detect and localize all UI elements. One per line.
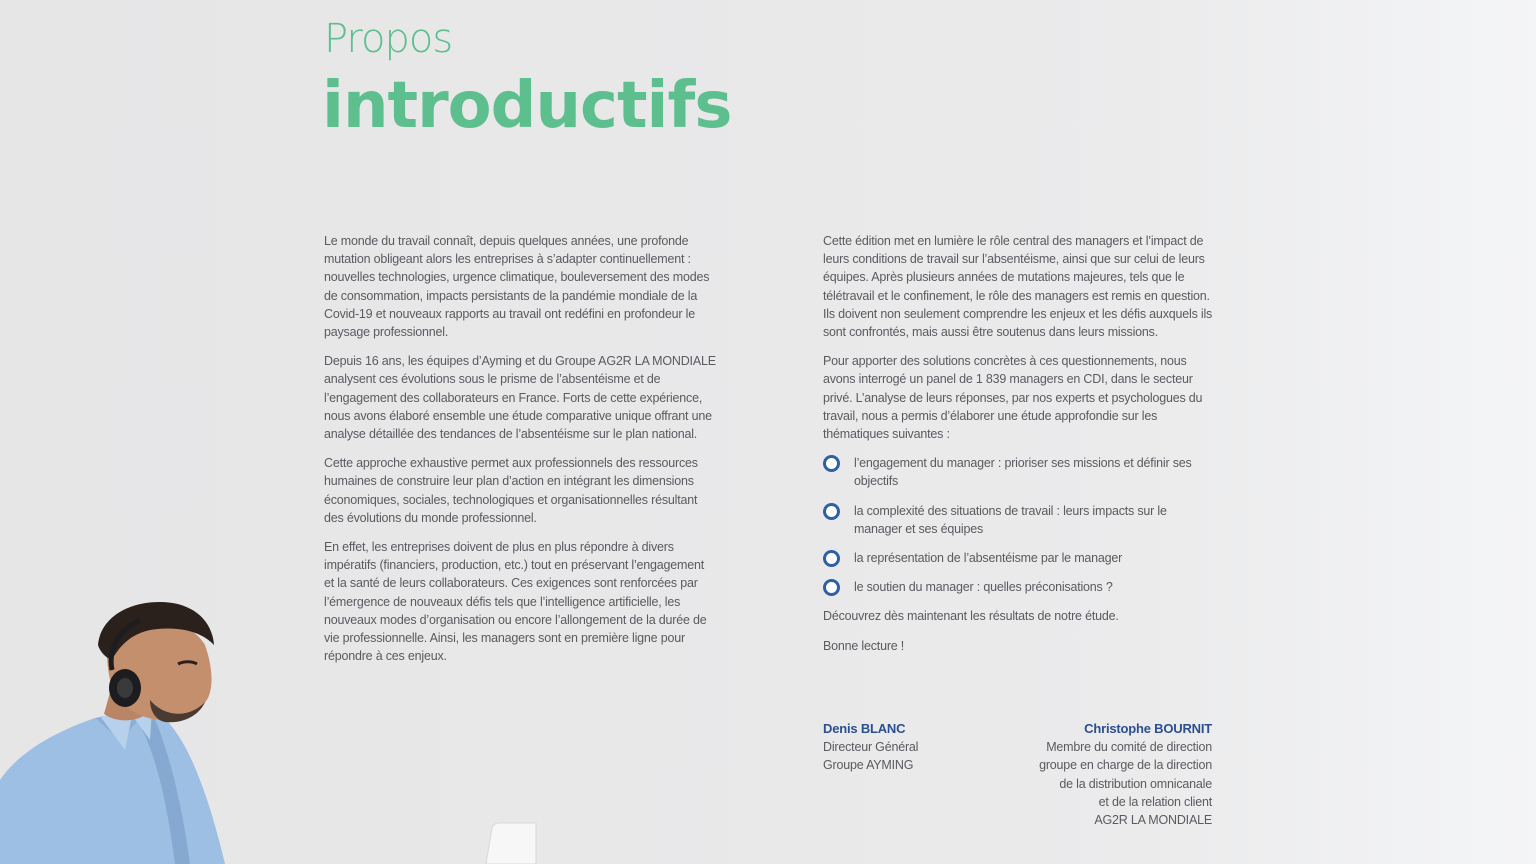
signature-right <box>990 720 1212 829</box>
signature-title-line: Groupe AYMING <box>823 758 914 773</box>
left-paragraph-3: Cette approche exhaustive permet aux professionnels des ressources humaines de construire leur plan d’action en intégrant les dimensions économiques, sociales, technologiques et organisationnelles résultant des évolutions du monde professionnel. <box>324 456 698 525</box>
laptop-icon <box>478 822 542 864</box>
bullet-circle-icon <box>823 455 840 472</box>
closing-line-1: Découvrez dès maintenant les résultats de notre étude. <box>823 609 1119 624</box>
signature-name-left: Denis BLANC <box>823 721 906 736</box>
list-item <box>823 549 1215 567</box>
bullet-circle-icon <box>823 550 840 567</box>
signature-title-line: Membre du comité de direction <box>1046 740 1212 755</box>
themes-list <box>823 454 1215 596</box>
left-column <box>324 232 716 676</box>
bullet-circle-icon <box>823 503 840 520</box>
left-paragraph-2: Depuis 16 ans, les équipes d’Ayming et du Groupe AG2R LA MONDIALE analysent ces évolutions sous le prisme de l’absentéisme et de l’engagement des collaborateurs en France. Forts de cette expérience, nous avons élaboré ensemble une étude comparative unique offrant une analyse détaillée des tendances de l’absentéisme sur le plan national. <box>324 354 716 442</box>
list-item <box>823 454 1215 490</box>
left-paragraph-4: En effet, les entreprises doivent de plus en plus répondre à divers impératifs (financiers, production, etc.) tout en préservant l’engagement et la santé de leurs collaborateurs. Ces exigences sont renforcées par l’émergence de nouveaux défis tels que l’intelligence artificielle, les nouveaux modes d’organisation ou encore l’allongement de la durée de vie professionnelle. Ainsi, les managers sont en première ligne pour répondre à ces enjeux. <box>324 540 707 664</box>
bullet-text: la représentation de l’absentéisme par le manager <box>854 551 1123 566</box>
bullet-text: l’engagement du manager : prioriser ses missions et définir ses objectifs <box>854 456 1192 489</box>
bullet-text: le soutien du manager : quelles préconisations ? <box>854 580 1113 595</box>
signature-title-line: Directeur Général <box>823 740 919 755</box>
bullet-text: la complexité des situations de travail : leurs impacts sur le manager et ses équipes <box>854 503 1167 536</box>
signature-title-line: de la distribution omnicanale <box>1059 776 1212 791</box>
signature-title-line: groupe en charge de la direction <box>1039 758 1212 773</box>
right-column <box>823 232 1215 666</box>
person-photo <box>0 590 260 864</box>
bullet-circle-icon <box>823 579 840 596</box>
signature-title-line: et de la relation client <box>1098 794 1212 809</box>
right-paragraph-1: Cette édition met en lumière le rôle central des managers et l’impact de leurs conditions de travail sur l’absentéisme, ainsi que sur celui de leurs équipes. Après plusieurs années de mutations majeures, tels que le télétravail et le confinement, le rôle des managers est remis en question. Ils doivent non seulement comprendre les enjeux et les défis auxquels ils sont confrontés, mais aussi être soutenus dans leurs missions. <box>823 234 1213 340</box>
signature-left <box>823 720 918 775</box>
closing-line-2: Bonne lecture ! <box>823 638 905 653</box>
signature-name-right: Christophe BOURNIT <box>1084 721 1212 736</box>
left-paragraph-1: Le monde du travail connaît, depuis quelques années, une profonde mutation obligeant alors les entreprises à s’adapter continuellement : nouvelles technologies, urgence climatique, bouleversement des modes de consommation, impacts persistants de la pandémie mondiale de la Covid-19 et nouveaux rapports au travail ont redéfini en profondeur le paysage professionnel. <box>324 234 710 340</box>
right-paragraph-2: Pour apporter des solutions concrètes à ces questionnements, nous avons interrogé un panel de 1 839 managers en CDI, dans le secteur privé. L’analyse de leurs réponses, par nos experts et psychologues du travail, nous a permis d’élaborer une étude approfondie sur les thématiques suivantes : <box>823 354 1203 442</box>
list-item <box>823 578 1215 596</box>
list-item <box>823 502 1215 538</box>
title-line-1: Propos <box>324 16 453 62</box>
signature-title-line: AG2R LA MONDIALE <box>1094 813 1212 828</box>
title-line-2: introductifs <box>322 69 732 143</box>
